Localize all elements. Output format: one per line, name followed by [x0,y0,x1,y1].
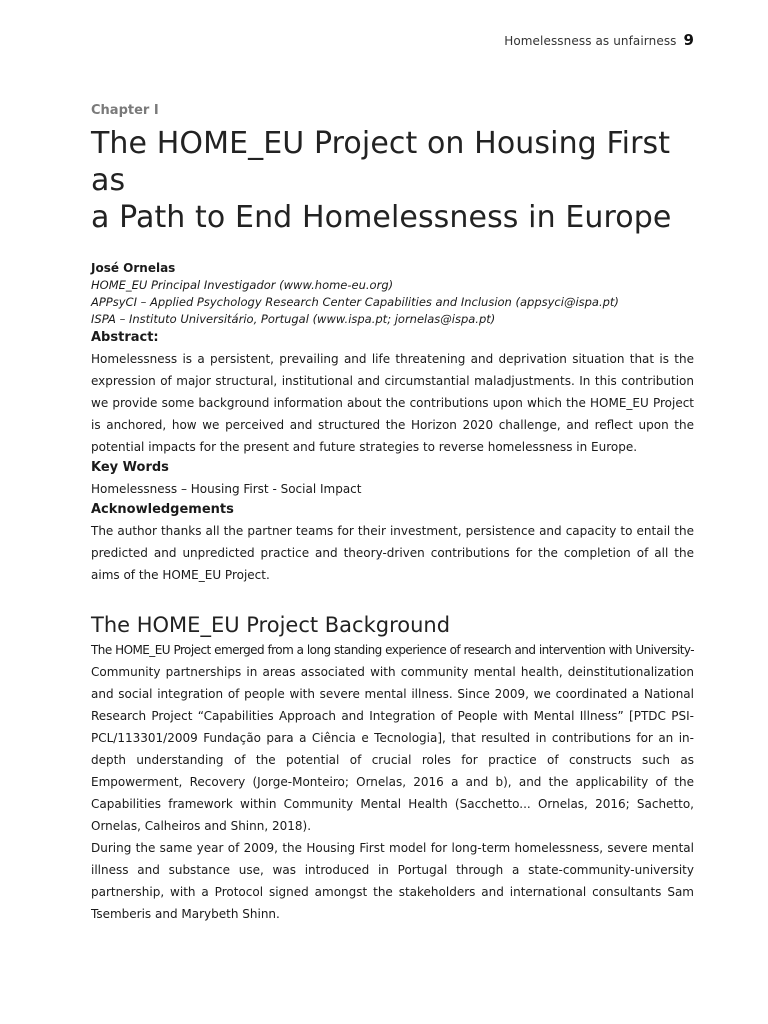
author-affiliation: APPsyCI – Applied Psychology Research Center Capabilities and Inclusion (appsyci@ispa.pt) [91,295,619,309]
author-affiliation: HOME_EU Principal Investigador (www.home-eu.org) [91,278,394,292]
background-paragraph-1 [91,639,694,837]
abstract-heading: Abstract: [91,330,159,345]
chapter-title-line-2: a Path to End Homelessness in Europe [91,200,672,235]
section-heading-background: The HOME_EU Project Background [91,613,451,637]
acknowledgements-text: The author thanks all the partner teams for their investment, persistence and capacity to entail the predicted and unpredicted practice and theory-driven contributions for the completion of all the aims of the HOME_EU Project. [91,524,694,582]
background-paragraph-1-rest: Community partnerships in areas associated with community mental health, deinstitutionalization and social integration of people with severe mental illness. Since 2009, we coordinated a National Research Project “Capabilities Approach and Integration of People with Mental Illness” [PTDC PSI-PCL/113301/2009 Fundação para a Ciência e Tecnologia], that resulted in contributions for an in-depth understanding of the potential of crucial roles for practice of constructs such as Empowerment, Recovery (Jorge-Monteiro; Ornelas, 2016 a and b), and the applicability of the Capabilities framework within Community Mental Health (Sacchetto... Ornelas, 2016; Sachetto, Ornelas, Calheiros and Shinn, 2018). [91,665,694,833]
keywords-heading: Key Words [91,460,169,475]
running-header [504,31,694,49]
background-first-line: The HOME_EU Project emerged from a long standing experience of research and intervention with University- [91,643,694,657]
main-content [91,102,694,925]
page-number: 9 [683,31,694,49]
chapter-title-line-1: The HOME_EU Project on Housing First as [91,126,671,198]
background-paragraph-2: During the same year of 2009, the Housing First model for long-term homelessness, severe mental illness and substance use, was introduced in Portugal through a state-community-university partnership, with a Protocol signed amongst the stakeholders and international consultants Sam Tsemberis and Marybeth Shinn. [91,841,694,921]
abstract-text: Homelessness is a persistent, prevailing and life threatening and deprivation situation that is the expression of major structural, institutional and circumstantial maladjustments. In this contribution we provide some background information about the contributions upon which the HOME_EU Project is anchored, how we perceived and structured the Horizon 2020 challenge, and reflect upon the potential impacts for the present and future strategies to reverse homelessness in Europe. [91,352,694,454]
acknowledgements-heading: Acknowledgements [91,502,234,517]
author-affiliation: ISPA – Instituto Universitário, Portugal (www.ispa.pt; jornelas@ispa.pt) [91,312,496,326]
chapter-title [91,125,694,236]
chapter-label: Chapter I [91,103,159,118]
keywords-text: Homelessness – Housing First - Social Impact [91,482,362,496]
author-name: José Ornelas [91,261,176,275]
running-title: Homelessness as unfairness [504,34,677,48]
author-block [91,260,694,328]
